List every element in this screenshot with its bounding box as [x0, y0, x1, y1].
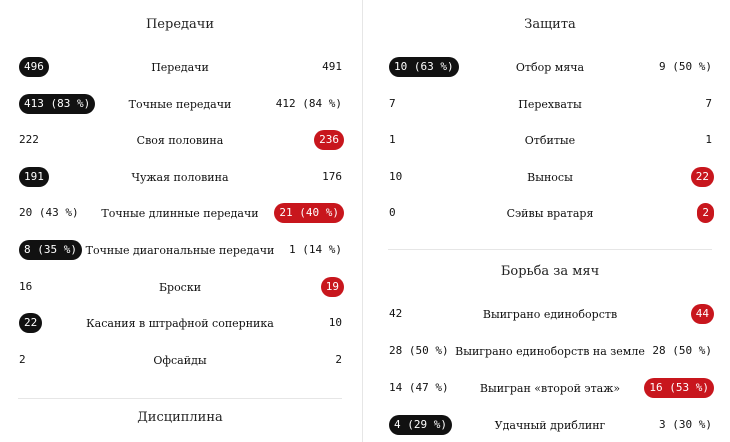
stat-label: Отбор мяча — [515, 61, 585, 74]
stat-right-value: 2 — [335, 352, 342, 366]
stat-right-value: 9 (50 %) — [659, 60, 712, 73]
stat-left-value: 8 (35 %) — [19, 240, 82, 260]
stat-left-value: 7 — [389, 96, 396, 110]
stat-label: Точные передачи — [128, 97, 232, 111]
stat-row — [382, 415, 718, 437]
stat-left-value: 22 — [19, 313, 42, 333]
stat-row — [12, 277, 348, 299]
stat-row — [12, 350, 348, 372]
stat-right-value: 22 — [691, 167, 714, 187]
stat-label: Выигран «второй этаж» — [479, 382, 621, 395]
stat-label: Выиграно единоборств на земле — [455, 345, 645, 358]
stat-left-value: 2 — [19, 352, 26, 366]
stat-label: Передачи — [151, 61, 209, 74]
section-title-defense: Защита — [524, 17, 576, 32]
stat-left-value: 10 — [389, 169, 403, 183]
stat-label: Офсайды — [153, 353, 207, 367]
stat-right-value: 28 (50 %) — [652, 344, 712, 357]
stat-row — [382, 341, 718, 363]
stat-right-value: 16 (53 %) — [644, 378, 714, 398]
stat-left-value: 20 (43 %) — [19, 206, 79, 220]
stat-left-value: 222 — [19, 133, 39, 147]
stat-right-value: 21 (40 %) — [274, 203, 344, 223]
stat-left-value: 1 — [389, 133, 396, 147]
stat-row — [382, 378, 718, 400]
stat-left-value: 0 — [389, 206, 396, 220]
stat-right-value: 44 — [691, 304, 714, 324]
stat-row — [382, 167, 718, 189]
stat-row — [382, 304, 718, 326]
stat-label: Точные диагональные передачи — [85, 244, 275, 257]
stat-right-value: 2 — [697, 203, 714, 223]
stat-row — [12, 57, 348, 79]
stat-label: Выиграно единоборств — [482, 308, 618, 321]
section-title-duels: Борьба за мяч — [500, 264, 600, 279]
stat-label: Удачный дриблинг — [494, 419, 606, 432]
passes-panel — [12, 0, 348, 442]
stat-label: Точные длинные передачи — [101, 207, 259, 221]
stat-row — [12, 167, 348, 189]
stat-right-value: 176 — [322, 169, 342, 183]
stat-row — [12, 130, 348, 152]
stat-row — [12, 203, 348, 225]
stat-label: Выносы — [527, 170, 573, 184]
stat-right-value: 19 — [321, 277, 344, 297]
stat-row — [382, 130, 718, 152]
stat-row — [12, 240, 348, 262]
stat-label: Броски — [158, 280, 202, 294]
stat-right-value: 236 — [314, 130, 344, 150]
stat-right-value: 491 — [322, 60, 342, 73]
stat-left-value: 10 (63 %) — [389, 57, 459, 77]
stat-right-value: 412 (84 %) — [275, 96, 342, 110]
section-title-discipline: Дисциплина — [137, 410, 223, 425]
stat-left-value: 413 (83 %) — [19, 94, 95, 114]
section-divider — [388, 249, 712, 250]
stat-left-value: 16 — [19, 279, 33, 293]
stat-label: Сэйвы вратаря — [506, 207, 594, 221]
stat-row — [382, 94, 718, 116]
column-divider — [362, 0, 363, 442]
stat-right-value: 3 (30 %) — [659, 418, 712, 431]
stat-row — [12, 94, 348, 116]
stat-label: Своя половина — [136, 134, 224, 148]
stat-label: Касания в штрафной соперника — [86, 317, 274, 331]
stat-row — [382, 203, 718, 225]
stat-left-value: 496 — [19, 57, 49, 77]
stat-right-value: 10 — [328, 316, 342, 330]
stat-row — [382, 57, 718, 79]
stat-left-value: 14 (47 %) — [389, 381, 449, 394]
stat-left-value: 4 (29 %) — [389, 415, 452, 435]
section-divider — [18, 398, 342, 399]
defense-panel — [382, 0, 718, 442]
stat-left-value: 42 — [389, 307, 403, 320]
section-title-passes: Передачи — [145, 17, 215, 32]
stat-row — [12, 313, 348, 335]
stat-label: Чужая половина — [131, 170, 229, 184]
stat-right-value: 7 — [705, 96, 712, 110]
stat-right-value: 1 (14 %) — [289, 243, 342, 256]
stat-left-value: 191 — [19, 167, 49, 187]
stat-right-value: 1 — [705, 133, 712, 147]
stat-left-value: 28 (50 %) — [389, 344, 449, 357]
stat-label: Перехваты — [518, 97, 582, 111]
stat-label: Отбитые — [524, 134, 576, 148]
